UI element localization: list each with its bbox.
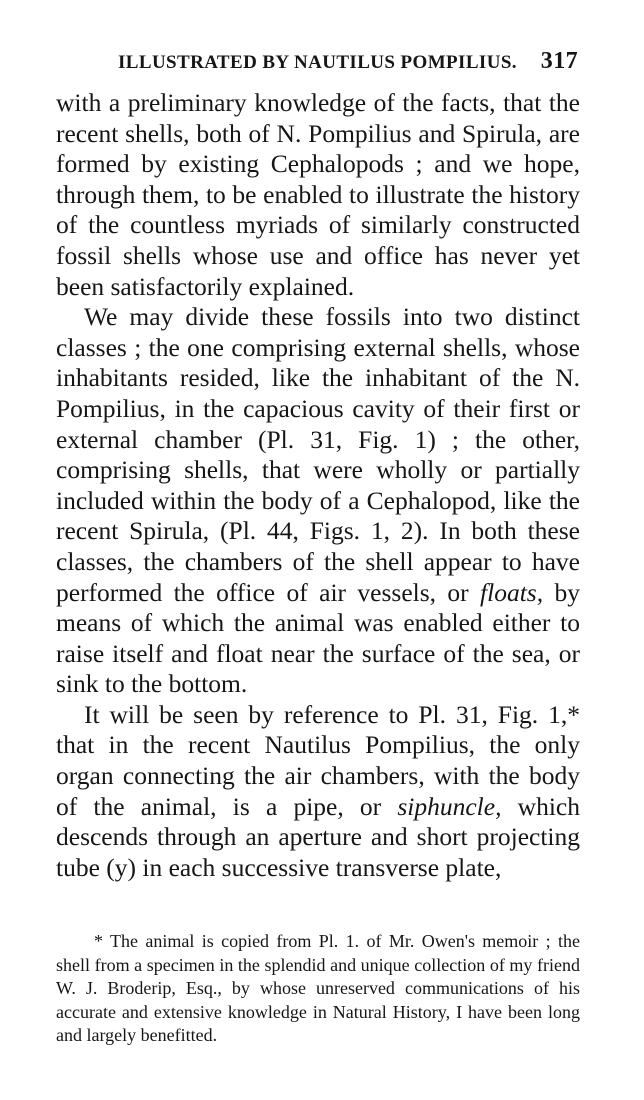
- footnote-text: * The animal is copied from Pl. 1. of Mr. Owen's memoir ; the shell from a specimen in the splendid and unique collection of my friend W. J. Broderip, Esq., by whose unreserved communications of his accurate and extensive knowledge in Natural History, I have been long and largely benefitted.: [56, 931, 580, 1045]
- running-title: ILLUSTRATED BY NAUTILUS POMPILIUS.: [118, 52, 517, 73]
- footnote: [56, 930, 580, 1048]
- paragraph-3: [56, 700, 580, 884]
- paragraph-2-text-a: We may divide these fossils into two distinct classes ; the one comprising external shells, whose inhabitants resided, like the inhabitant of the N. Pompilius, in the capacious cavity of their first or external chamber (Pl. 31, Fig. 1) ; the other, comprising shells, that were wholly or partially included within the body of a Cephalopod, like the recent Spirula, (Pl. 44, Figs. 1, 2). In both these classes, the chambers of the shell appear to have performed the office of air vessels, or: [56, 302, 580, 607]
- main-text: [56, 88, 580, 883]
- page-number: 317: [540, 48, 578, 74]
- paragraph-3-text-a: It will be seen by reference to Pl. 31, Fig. 1,* that in the recent Nautilus Pompilius, the only organ connecting the air chambers, with the body of the animal, is a pipe, or: [56, 699, 580, 821]
- running-header: [118, 48, 578, 74]
- paragraph-2-text-b: by means of which the animal was enabled either to raise itself and float near the surface of the sea, or sink to the bottom.: [56, 577, 580, 699]
- paragraph-3-text-b: which descends through an aperture and short projecting tube (y) in each successive transverse plate,: [56, 791, 580, 882]
- paragraph-3-italic: siphuncle,: [397, 791, 502, 821]
- paragraph-2-italic: floats,: [480, 577, 544, 607]
- paragraph-1: with a preliminary knowledge of the facts, that the recent shells, both of N. Pompilius and Spirula, are formed by existing Cephalopods ; and we hope, through them, to be enabled to illustrate the history of the countless myriads of similarly constructed fossil shells whose use and office has never yet been satisfactorily explained.: [56, 88, 580, 301]
- paragraph-2: [56, 302, 580, 700]
